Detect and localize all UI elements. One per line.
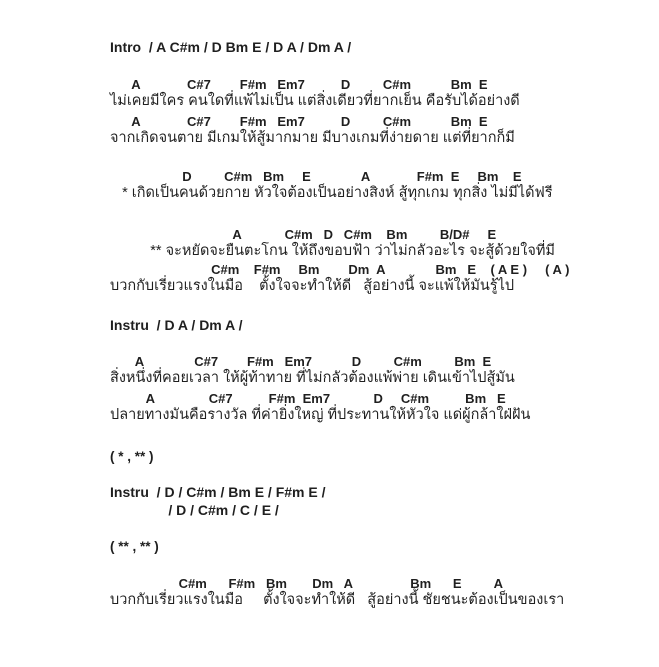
- instru-line: Instru / D / C#m / Bm E / F#m E /: [110, 484, 326, 500]
- chord-line: C#m F#m Bm Dm A Bm E A: [110, 576, 503, 591]
- intro-line: Intro / A C#m / D Bm E / D A / Dm A /: [110, 39, 352, 55]
- chord-line: A C#7 F#m Em7 D C#m Bm E: [110, 114, 488, 129]
- lyric-line-star: * เกิดเป็นคนด้วยกาย หัวใจต้องเป็นอย่างสิงห์ สู้ทุกเกม ทุกสิ่ง ไม่มีได้ฟรี: [110, 185, 553, 201]
- lyric-line: ปลายทางมันคือรางวัล ที่ค่ายิ่งใหญ่ ที่ประทานให้หัวใจ แด่ผู้กล้าใฝ่ฝัน: [110, 407, 531, 423]
- chord-line: C#m F#m Bm Dm A Bm E ( A E ) ( A ): [110, 262, 570, 277]
- chord-line: A C#m D C#m Bm B/D# E: [110, 227, 497, 242]
- instru-line-cont: / D / C#m / C / E /: [110, 502, 279, 518]
- lyric-line-star2: ** จะหยัดจะยืนตะโกน ให้ถึงขอบฟ้า ว่าไม่กลัวอะไร จะสู้ด้วยใจที่มี: [110, 243, 555, 259]
- chord-line: A C#7 F#m Em7 D C#m Bm E: [110, 354, 492, 369]
- lyric-line: สิ่งหนึ่งที่คอยเวลา ให้ผู้ท้าทาย ที่ไม่กลัวต้องแพ้พ่าย เดินเข้าไปสู้มัน: [110, 370, 515, 386]
- lyric-line: จากเกิดจนตาย มีเกมให้สู้มากมาย มีบางเกมที่ง่ายดาย แต่ที่ยากก็มี: [110, 130, 515, 146]
- instru-line: Instru / D A / Dm A /: [110, 317, 243, 333]
- repeat-note: ( * , ** ): [110, 449, 154, 464]
- chord-line: D C#m Bm E A F#m E Bm E: [110, 169, 522, 184]
- lyric-line: ไม่เคยมีใคร คนใดที่แพ้ไม่เป็น แต่สิ่งเดียวที่ยากเย็น คือรับได้อย่างดี: [110, 93, 520, 109]
- lyric-line: บวกกับเรี่ยวแรงในมือ ตั้งใจจะทำให้ดี สู้อย่างนี้ ชัยชนะต้องเป็นของเรา: [110, 592, 565, 608]
- chord-line: A C#7 F#m Em7 D C#m Bm E: [110, 77, 488, 92]
- lyric-line: บวกกับเรี่ยวแรงในมือ ตั้งใจจะทำให้ดี สู้อย่างนี้ จะแพ้ให้มันรู้ไป: [110, 278, 515, 294]
- chord-line: A C#7 F#m Em7 D C#m Bm E: [110, 391, 506, 406]
- repeat-note: ( ** , ** ): [110, 539, 159, 554]
